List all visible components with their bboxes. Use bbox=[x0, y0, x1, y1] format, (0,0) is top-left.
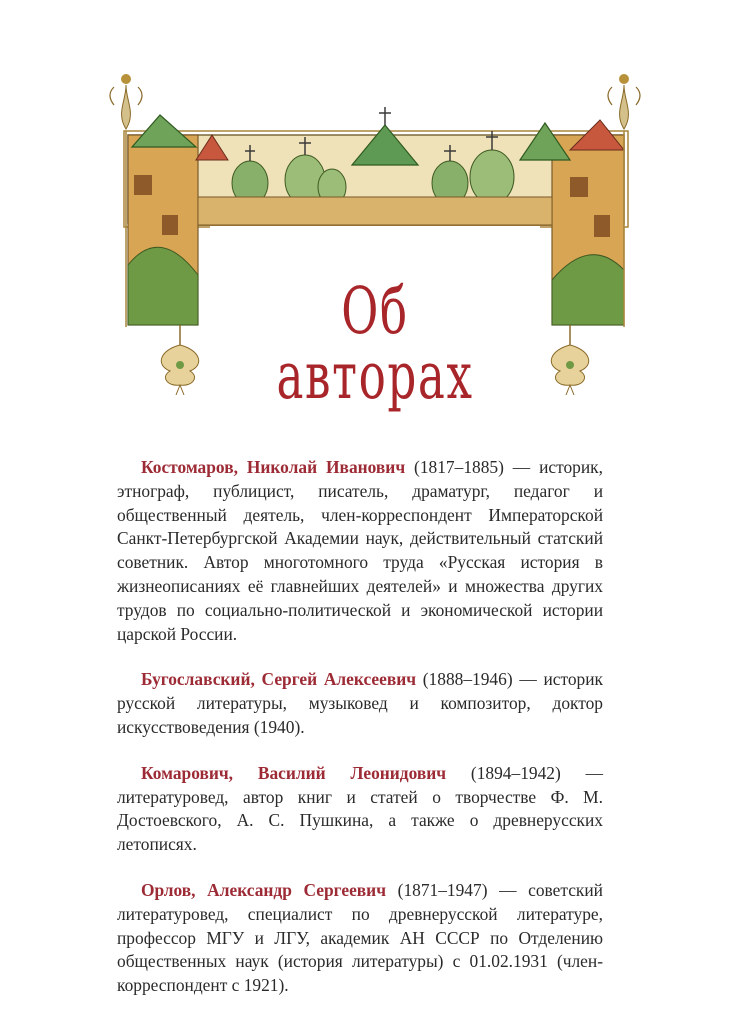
author-entry bbox=[117, 456, 603, 646]
ornamental-tassel-icon bbox=[551, 325, 588, 395]
page-title: Об авторах bbox=[276, 272, 474, 414]
author-entry bbox=[117, 668, 603, 739]
fleur-de-lis-finial-icon bbox=[608, 74, 640, 129]
author-name: Костомаров, Николай Иванович bbox=[141, 457, 406, 477]
ornamental-tassel-icon bbox=[161, 325, 198, 395]
author-entry bbox=[117, 879, 603, 998]
author-entry bbox=[117, 762, 603, 857]
author-bio: (1888–1946) — историк русской литературы, музыковед и композитор, доктор искусствоведения (1940). bbox=[117, 669, 603, 737]
author-name: Орлов, Александр Сергеевич bbox=[141, 879, 387, 900]
author-bio: (1894–1942) — литературовед, автор книг и статей о творчестве Ф. М. Достоевского, А. С. Пушкина, а также о древнерусских летописях. bbox=[117, 762, 603, 855]
author-bio: (1871–1947) — советский литературовед, специалист по древнерусской литературе, профессор МГУ и ЛГУ, академик АН СССР по Отделению общественных наук (история литературы) с 01.02.1931 (член-корреспондент с 1921). bbox=[117, 879, 603, 996]
author-bio: (1817–1885) — историк, этнограф, публицист, писатель, драматург, педагог и общественный деятель, член-корреспондент Императорской Санкт-Петербургской Академии наук, действительный статский советник. Автор многотомного труда «Русская история в жизнеописаниях её главнейших деятелей» и множества других трудов по социально-политической и экономической истории царской России. bbox=[117, 457, 603, 644]
fleur-de-lis-finial-icon bbox=[110, 74, 142, 129]
authors-list bbox=[117, 456, 603, 1020]
author-name: Бугославский, Сергей Алексеевич bbox=[141, 669, 417, 690]
author-name: Комарович, Василий Леонидович bbox=[141, 762, 447, 783]
